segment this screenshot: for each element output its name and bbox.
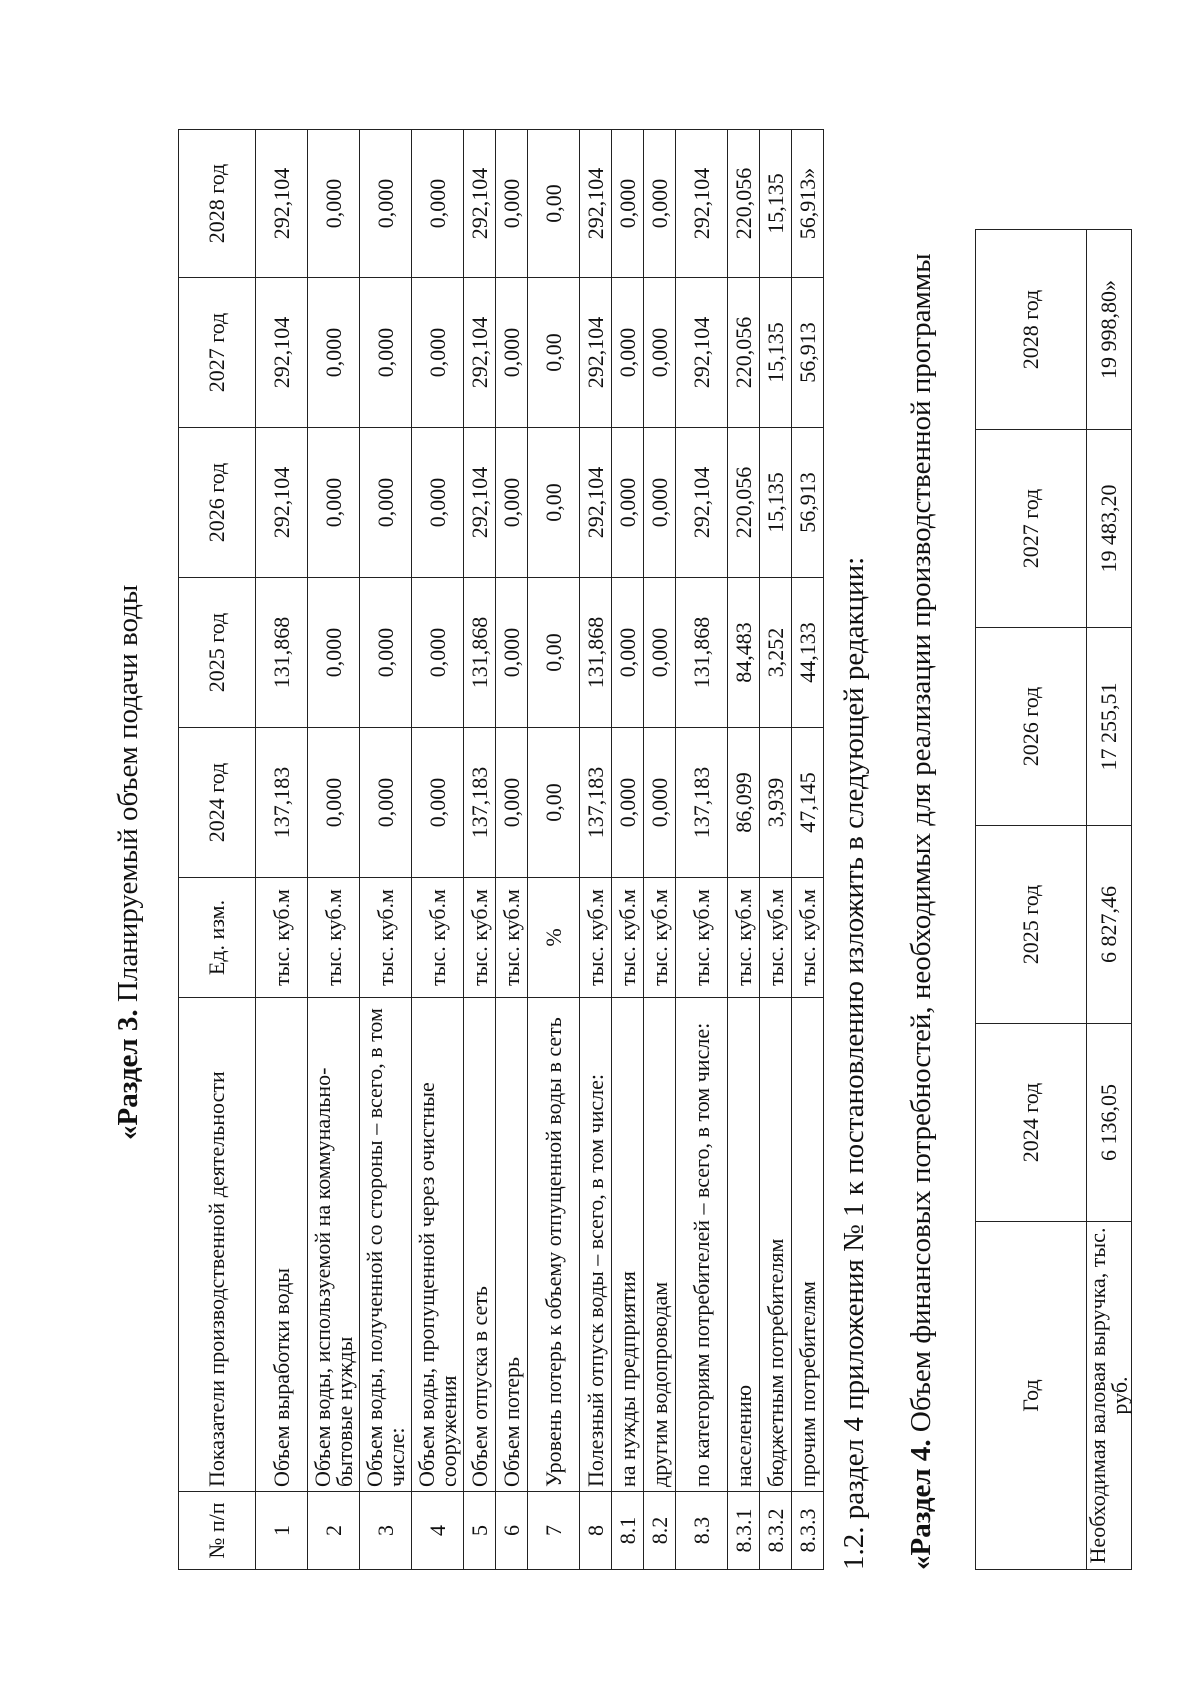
- value-cell: 292,104: [464, 130, 496, 278]
- unit-cell: тыс. куб.м: [612, 878, 644, 998]
- header-cell: 2028 год: [976, 230, 1087, 430]
- header-cell: 2028 год: [179, 130, 256, 278]
- table-header-row: [179, 130, 256, 1570]
- value-cell: 0,000: [360, 130, 412, 278]
- table-row: [760, 130, 792, 1570]
- header-cell: 2024 год: [179, 728, 256, 878]
- unit-cell: тыс. куб.м: [792, 878, 824, 998]
- indicator-name: Объем воды, полученной со стороны – всего, в том числе:: [360, 998, 412, 1492]
- row-number: 8.3.2: [760, 1492, 792, 1570]
- value-cell: 292,104: [676, 278, 728, 428]
- value-cell: 292,104: [464, 428, 496, 578]
- value-cell: 0,000: [412, 728, 464, 878]
- value-cell: 292,104: [256, 278, 308, 428]
- table-row: [728, 130, 760, 1570]
- value-cell: 0,00: [528, 130, 580, 278]
- table-body: [256, 130, 824, 1570]
- value-cell: 292,104: [676, 428, 728, 578]
- table-row: [528, 130, 580, 1570]
- value-cell: 0,00: [528, 428, 580, 578]
- row-number: 6: [496, 1492, 528, 1570]
- value-cell: 56,913: [792, 428, 824, 578]
- table-row: [612, 130, 644, 1570]
- table-row: [412, 130, 464, 1570]
- unit-cell: тыс. куб.м: [360, 878, 412, 998]
- value-cell: 0,000: [360, 278, 412, 428]
- indicator-name: Объем отпуска в сеть: [464, 998, 496, 1492]
- value-cell: 292,104: [676, 130, 728, 278]
- value-cell: 0,000: [412, 578, 464, 728]
- unit-cell: тыс. куб.м: [464, 878, 496, 998]
- value-cell: 220,056: [728, 428, 760, 578]
- value-cell: 292,104: [580, 428, 612, 578]
- value-cell: 3,252: [760, 578, 792, 728]
- value-cell: 0,000: [644, 428, 676, 578]
- unit-cell: тыс. куб.м: [676, 878, 728, 998]
- value-cell: 0,000: [612, 578, 644, 728]
- row-number: 8.1: [612, 1492, 644, 1570]
- table-row: [256, 130, 308, 1570]
- value-cell: 56,913»: [792, 130, 824, 278]
- row-number: 5: [464, 1492, 496, 1570]
- value-cell: 17 255,51: [1087, 628, 1132, 826]
- table-row: [580, 130, 612, 1570]
- row-number: 1: [256, 1492, 308, 1570]
- amendment-paragraph: 1.2. раздел 4 приложения № 1 к постановлению изложить в следующей редакции:: [838, 556, 870, 1570]
- value-cell: 15,135: [760, 130, 792, 278]
- value-cell: 0,000: [612, 130, 644, 278]
- value-cell: 84,483: [728, 578, 760, 728]
- header-cell: 2027 год: [179, 278, 256, 428]
- value-cell: 0,000: [412, 428, 464, 578]
- row-number: 4: [412, 1492, 464, 1570]
- value-cell: 131,868: [464, 578, 496, 728]
- unit-cell: тыс. куб.м: [728, 878, 760, 998]
- indicator-name: другим водопроводам: [644, 998, 676, 1492]
- table-row: [360, 130, 412, 1570]
- value-cell: 0,000: [308, 578, 360, 728]
- row-number: 8.2: [644, 1492, 676, 1570]
- value-cell: 86,099: [728, 728, 760, 878]
- indicator-name: на нужды предприятия: [612, 998, 644, 1492]
- value-cell: 44,133: [792, 578, 824, 728]
- indicator-name: Объем воды, пропущенной через очистные сооружения: [412, 998, 464, 1492]
- table-row: [676, 130, 728, 1570]
- indicator-name: по категориям потребителей – всего, в том числе:: [676, 998, 728, 1492]
- value-cell: 0,000: [360, 578, 412, 728]
- unit-cell: %: [528, 878, 580, 998]
- indicator-name: прочим потребителям: [792, 998, 824, 1492]
- value-cell: 0,000: [496, 578, 528, 728]
- header-cell: № п/п: [179, 1492, 256, 1570]
- value-cell: 0,00: [528, 278, 580, 428]
- unit-cell: тыс. куб.м: [644, 878, 676, 998]
- row-label: Необходимая валовая выручка, тыс. руб.: [1087, 1222, 1132, 1570]
- value-cell: 19 483,20: [1087, 430, 1132, 628]
- indicator-name: населению: [728, 998, 760, 1492]
- indicator-name: Объем воды, используемой на коммунально-бытовые нужды: [308, 998, 360, 1492]
- value-cell: 0,000: [644, 578, 676, 728]
- value-cell: 56,913: [792, 278, 824, 428]
- value-cell: 292,104: [256, 130, 308, 278]
- value-cell: 131,868: [580, 578, 612, 728]
- row-number: 8: [580, 1492, 612, 1570]
- value-cell: 0,00: [528, 728, 580, 878]
- header-cell: 2025 год: [179, 578, 256, 728]
- table-row: [792, 130, 824, 1570]
- water-supply-table: [178, 129, 824, 1570]
- value-cell: 0,000: [612, 728, 644, 878]
- indicator-name: Полезный отпуск воды – всего, в том числе:: [580, 998, 612, 1492]
- header-cell: 2025 год: [976, 826, 1087, 1024]
- financial-needs-table: [975, 229, 1132, 1570]
- table-row: [496, 130, 528, 1570]
- value-cell: 0,000: [412, 130, 464, 278]
- value-cell: 137,183: [676, 728, 728, 878]
- value-cell: 0,000: [496, 278, 528, 428]
- value-cell: 6 136,05: [1087, 1024, 1132, 1222]
- value-cell: 131,868: [676, 578, 728, 728]
- value-cell: 0,000: [496, 428, 528, 578]
- value-cell: 292,104: [464, 278, 496, 428]
- value-cell: 0,000: [612, 278, 644, 428]
- value-cell: 0,000: [308, 278, 360, 428]
- value-cell: 19 998,80»: [1087, 230, 1132, 430]
- row-number: 7: [528, 1492, 580, 1570]
- unit-cell: тыс. куб.м: [256, 878, 308, 998]
- value-cell: 0,000: [644, 130, 676, 278]
- row-number: 8.3.3: [792, 1492, 824, 1570]
- value-cell: 292,104: [256, 428, 308, 578]
- value-cell: 137,183: [580, 728, 612, 878]
- value-cell: 0,000: [496, 728, 528, 878]
- value-cell: 292,104: [580, 130, 612, 278]
- header-cell: 2024 год: [976, 1024, 1087, 1222]
- row-number: 2: [308, 1492, 360, 1570]
- section-4-title: Объем финансовых потребностей, необходимых для реализации производственной программы: [905, 253, 937, 1440]
- header-cell: Ед. изм.: [179, 878, 256, 998]
- unit-cell: тыс. куб.м: [496, 878, 528, 998]
- section-3-label: «Раздел 3.: [112, 1009, 144, 1140]
- value-cell: 15,135: [760, 278, 792, 428]
- table-row: [644, 130, 676, 1570]
- value-cell: 3,939: [760, 728, 792, 878]
- value-cell: 137,183: [464, 728, 496, 878]
- table-row: [308, 130, 360, 1570]
- header-cell: 2026 год: [976, 628, 1087, 826]
- value-cell: 0,000: [644, 278, 676, 428]
- unit-cell: тыс. куб.м: [580, 878, 612, 998]
- value-cell: 220,056: [728, 278, 760, 428]
- indicator-name: Уровень потерь к объему отпущенной воды в сеть: [528, 998, 580, 1492]
- value-cell: 0,000: [612, 428, 644, 578]
- value-cell: 6 827,46: [1087, 826, 1132, 1024]
- value-cell: 0,000: [308, 728, 360, 878]
- unit-cell: тыс. куб.м: [308, 878, 360, 998]
- table-header-row: [976, 230, 1087, 1570]
- section-3-heading: [112, 585, 145, 1140]
- value-cell: 137,183: [256, 728, 308, 878]
- value-cell: 15,135: [760, 428, 792, 578]
- unit-cell: тыс. куб.м: [412, 878, 464, 998]
- value-cell: 0,000: [360, 428, 412, 578]
- section-4-heading: [905, 253, 938, 1570]
- value-cell: 0,000: [412, 278, 464, 428]
- unit-cell: тыс. куб.м: [760, 878, 792, 998]
- row-number: 8.3: [676, 1492, 728, 1570]
- row-number: 8.3.1: [728, 1492, 760, 1570]
- value-cell: 47,145: [792, 728, 824, 878]
- row-number: 3: [360, 1492, 412, 1570]
- value-cell: 0,000: [308, 130, 360, 278]
- value-cell: 0,000: [496, 130, 528, 278]
- value-cell: 131,868: [256, 578, 308, 728]
- section-4-label: «Раздел 4.: [905, 1439, 937, 1570]
- table-row: [1087, 230, 1132, 1570]
- header-cell: Год: [976, 1222, 1087, 1570]
- value-cell: 0,000: [308, 428, 360, 578]
- value-cell: 0,00: [528, 578, 580, 728]
- table-row: [464, 130, 496, 1570]
- value-cell: 292,104: [580, 278, 612, 428]
- indicator-name: бюджетным потребителям: [760, 998, 792, 1492]
- value-cell: 220,056: [728, 130, 760, 278]
- section-3-title: Планируемый объем подачи воды: [112, 584, 144, 1010]
- header-cell: 2027 год: [976, 430, 1087, 628]
- value-cell: 0,000: [644, 728, 676, 878]
- value-cell: 0,000: [360, 728, 412, 878]
- indicator-name: Объем выработки воды: [256, 998, 308, 1492]
- header-cell: Показатели производственной деятельности: [179, 998, 256, 1492]
- indicator-name: Объем потерь: [496, 998, 528, 1492]
- header-cell: 2026 год: [179, 428, 256, 578]
